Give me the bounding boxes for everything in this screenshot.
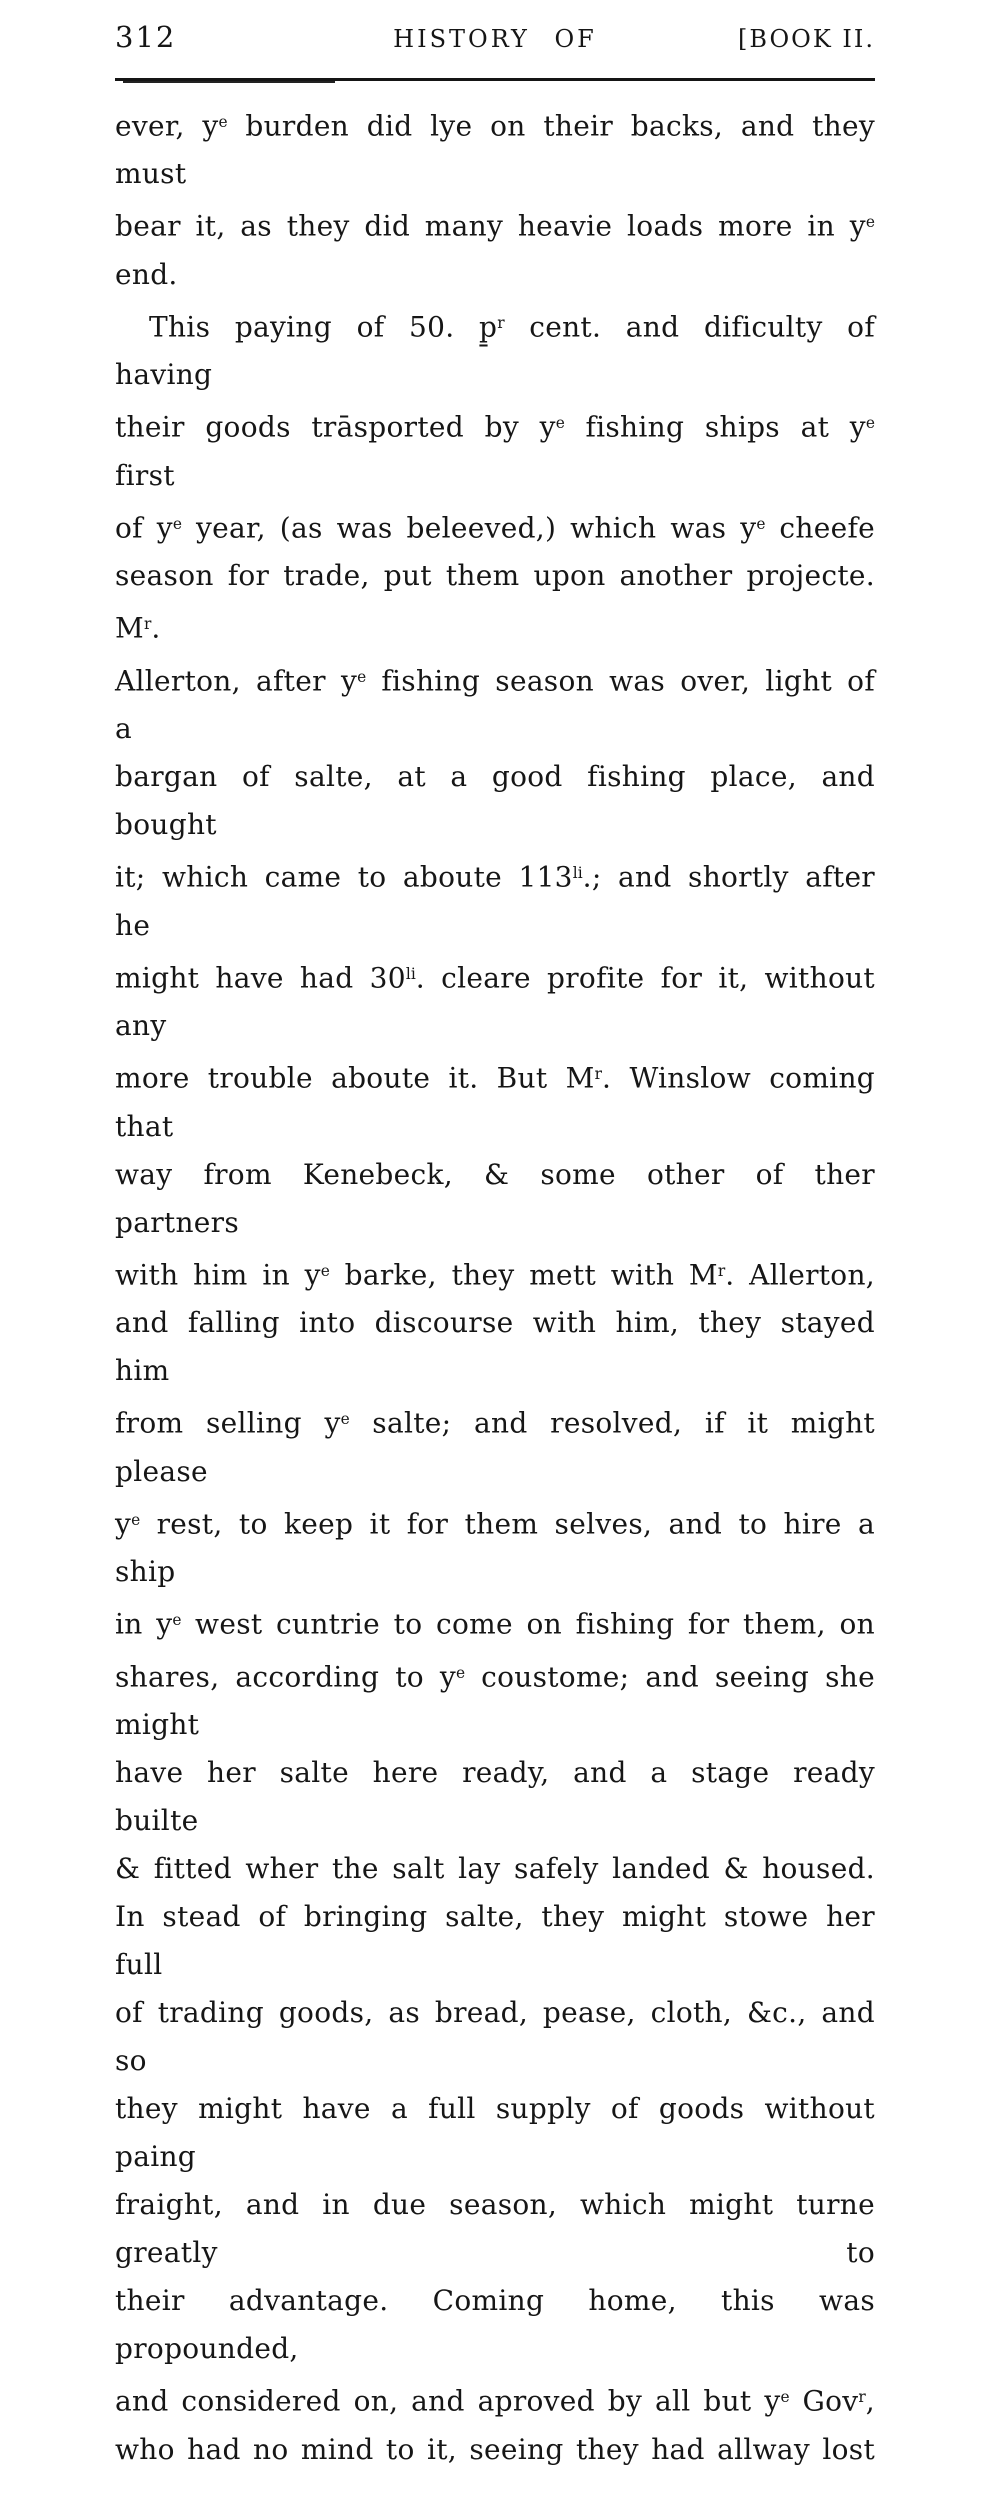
superscript-abbreviation: e xyxy=(172,514,183,533)
paragraph xyxy=(115,299,875,2474)
text-line: season for trade, put them upon another projecte. $M^r$. xyxy=(115,559,875,645)
text-line: who had no mind to it, seeing they had allway lost xyxy=(115,2432,875,2466)
text-line: and falling into discourse with him, they stayed him xyxy=(115,1306,875,1388)
superscript-abbreviation: e xyxy=(320,1261,330,1280)
text-line: and considered on, and aproved by all but $y^e$ Gov$^r$, xyxy=(115,2384,875,2418)
header-rule xyxy=(115,78,875,81)
superscript-abbreviation: e xyxy=(555,414,565,433)
text-line: of $y^e$ year, (as was beleeved,) which was $y^e$ cheefe xyxy=(115,511,875,545)
superscript-abbreviation: e xyxy=(131,1510,141,1529)
superscript-abbreviation: e xyxy=(218,113,228,131)
superscript-abbreviation: e xyxy=(172,1611,182,1630)
text-line: they might have a full supply of goods without paing xyxy=(115,2092,875,2174)
text-line: way from Kenebeck, & some other of ther partners xyxy=(115,1157,875,1239)
text-line: more trouble aboute it. But $M^r$. Winslow coming that xyxy=(115,1061,875,1143)
superscript-abbreviation: r xyxy=(717,1261,726,1280)
text-line: of trading goods, as bread, pease, cloth, &c., and so xyxy=(115,1996,875,2078)
superscript-abbreviation: e xyxy=(456,1663,466,1682)
page-header xyxy=(115,22,875,57)
superscript-abbreviation: li xyxy=(405,964,416,983)
text-line: with him in $y^e$ barke, they mett with $M^r$. Allerton, xyxy=(115,1258,875,1292)
text-line: their advantage. Coming home, this was propounded, xyxy=(115,2284,875,2366)
paragraph xyxy=(115,98,875,299)
text-line: bargan of salte, at a good fishing place, and bought xyxy=(115,760,875,842)
text-line: end. xyxy=(115,257,178,291)
text-line: have her salte here ready, and a stage ready builte xyxy=(115,1756,875,1838)
text-line: fraight, and in due season, which might turne greatly to xyxy=(115,2188,875,2270)
superscript-abbreviation: r xyxy=(143,615,152,634)
superscript-abbreviation: e xyxy=(865,414,875,433)
text-line: This paying of 50. p̱$^r$ cent. and dificulty of having xyxy=(115,310,876,392)
superscript-abbreviation: li xyxy=(572,864,583,883)
running-title: HISTORY OF xyxy=(393,25,597,53)
text-line: might have had $30^{li}$. cleare profite for it, without any xyxy=(115,961,875,1043)
superscript-abbreviation: e xyxy=(340,1410,350,1429)
superscript-abbreviation: e xyxy=(756,514,766,533)
text-line: bear it, as they did many heavie loads more in $y^e$ xyxy=(115,209,875,243)
superscript-abbreviation: r xyxy=(858,2388,866,2407)
text-line: in $y^e$ west cuntrie to come on fishing for them, on xyxy=(115,1607,875,1641)
text-line: Allerton, after $y^e$ fishing season was over, light of a xyxy=(115,664,875,746)
text-line: shares, according to $y^e$ coustome; and seeing she might xyxy=(115,1660,875,1742)
text-line: it; which came to aboute $113^{li}$.; and shortly after he xyxy=(115,860,875,942)
superscript-abbreviation: r xyxy=(497,313,505,332)
text-line: & fitted wher the salt lay safely landed & housed. xyxy=(115,1852,875,1886)
book-label: [BOOK II. xyxy=(738,25,875,53)
superscript-abbreviation: r xyxy=(594,1065,603,1084)
superscript-abbreviation: e xyxy=(357,667,367,686)
text-line: ever, $y^e$ burden did lye on their backs, and they must xyxy=(115,109,875,191)
page-number: 312 xyxy=(115,20,177,54)
page-body xyxy=(115,98,875,2474)
text-line: $y^e$ rest, to keep it for them selves, and to hire a ship xyxy=(115,1507,875,1589)
superscript-abbreviation: e xyxy=(780,2388,790,2407)
text-line: In stead of bringing salte, they might stowe her full xyxy=(115,1900,875,1982)
superscript-abbreviation: e xyxy=(865,213,875,232)
text-line: from selling $y^e$ salte; and resolved, if it might please xyxy=(115,1406,875,1488)
text-line: their goods trāsported by $y^e$ fishing ships at $y^e$ first xyxy=(115,410,875,492)
